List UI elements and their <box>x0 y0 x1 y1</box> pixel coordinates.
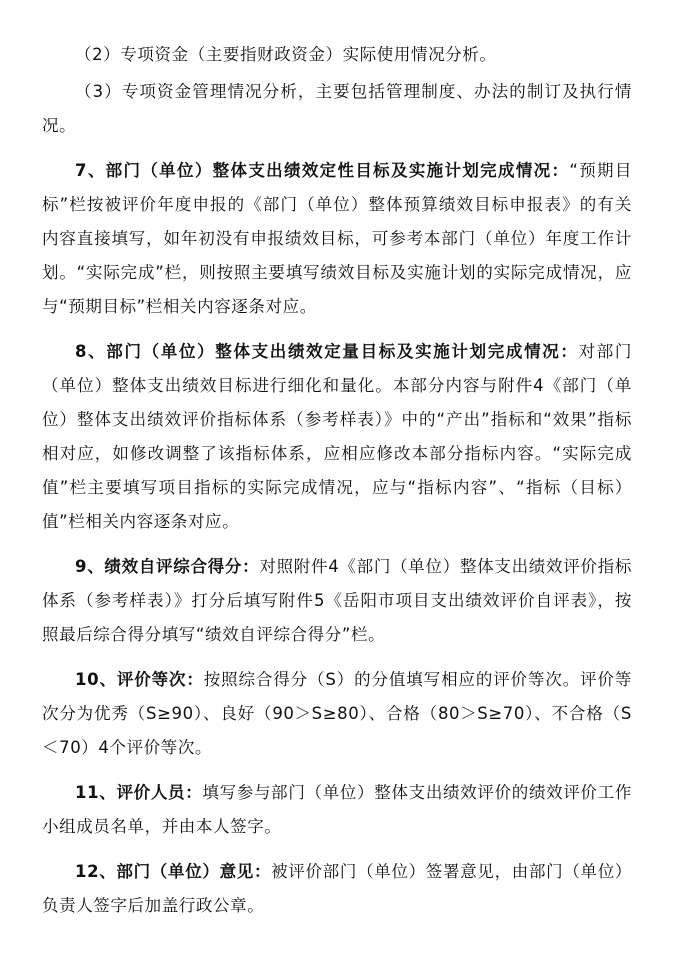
paragraph-text: 按照综合得分（S）的分值填写相应的评价等次。评价等次分为优秀（S≥90）、良好（90＞S≥80）、合格（80＞S≥70）、不合格（S＜70）4个评价等次。 <box>42 670 632 757</box>
paragraph-item-8 <box>42 335 632 539</box>
paragraph-heading: 11、评价人员： <box>75 783 203 802</box>
paragraph-heading: 9、绩效自评综合得分： <box>75 557 260 576</box>
paragraph-text: “预期目标”栏按被评价年度申报的《部门（单位）整体预算绩效目标申报表》的有关内容直接填写，如年初没有申报绩效目标，可参考本部门（单位）年度工作计划。“实际完成”栏，则按照主要填写绩效目标及实施计划的实际完成情况，应与“预期目标”栏相关内容逐条对应。 <box>42 161 632 316</box>
paragraph-item-11 <box>42 776 632 844</box>
paragraph-special-fund-usage <box>42 38 632 72</box>
paragraph-special-fund-management <box>42 75 632 143</box>
paragraph-text: 被评价部门（单位）签署意见，由部门（单位）负责人签字后加盖行政公章。 <box>42 862 632 915</box>
paragraph-text: 填写参与部门（单位）整体支出绩效评价的绩效评价工作小组成员名单，并由本人签字。 <box>42 783 633 836</box>
paragraph-text: （2）专项资金（主要指财政资金）实际使用情况分析。 <box>75 45 497 64</box>
paragraph-item-10 <box>42 663 632 765</box>
paragraph-item-9 <box>42 550 632 652</box>
paragraph-text: （3）专项资金管理情况分析，主要包括管理制度、办法的制订及执行情况。 <box>42 82 632 135</box>
paragraph-item-12 <box>42 855 632 923</box>
paragraph-heading: 10、评价等次： <box>75 670 204 689</box>
paragraph-text: 对照附件4《部门（单位）整体支出绩效评价指标体系（参考样表）》打分后填写附件5《岳阳市项目支出绩效评价自评表》，按照最后综合得分填写“绩效自评综合得分”栏。 <box>42 557 632 644</box>
paragraph-item-7 <box>42 154 632 324</box>
paragraph-heading: 7、部门（单位）整体支出绩效定性目标及实施计划完成情况： <box>75 161 570 180</box>
paragraph-heading: 8、部门（单位）整体支出绩效定量目标及实施计划完成情况： <box>75 342 579 361</box>
paragraph-heading: 12、部门（单位）意见： <box>75 862 272 881</box>
paragraph-text: 对部门（单位）整体支出绩效目标进行细化和量化。本部分内容与附件4《部门（单位）整体支出绩效评价指标体系（参考样表）》中的“产出”指标和“效果”指标相对应，如修改调整了该指标体系，应相应修改本部分指标内容。“实际完成值”栏主要填写项目指标的实际完成情况，应与“指标内容”、“指标（目标）值”栏相关内容逐条对应。 <box>42 342 632 531</box>
